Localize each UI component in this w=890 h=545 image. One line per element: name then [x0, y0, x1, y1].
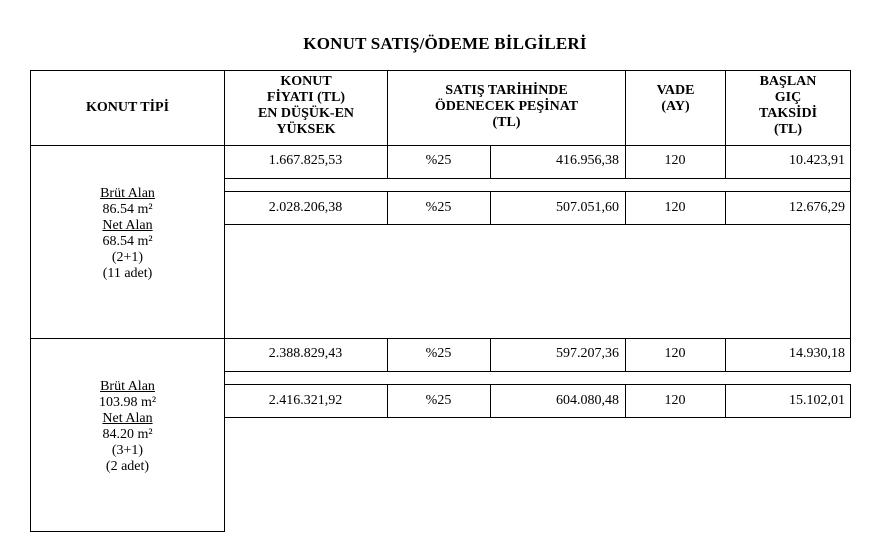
taksit-cell: 14.930,18 [789, 346, 845, 361]
fiyat-cell: 2.028.206,38 [268, 200, 343, 215]
pesinat-cell: 604.080,48 [556, 393, 619, 408]
header-fiyat-line: YÜKSEK [276, 122, 336, 137]
taksit-cell: 12.676,29 [789, 200, 845, 215]
oda-sayisi: (2+1) [111, 250, 144, 265]
net-alan-value: 84.20 m² [102, 427, 153, 442]
fiyat-cell: 2.416.321,92 [268, 393, 343, 408]
header-taksit-line: (TL) [774, 122, 802, 137]
header-vade-line: (AY) [661, 99, 690, 114]
adet: (11 adet) [102, 266, 153, 281]
brut-alan-value: 86.54 m² [102, 202, 153, 217]
header-pesinat [388, 83, 625, 131]
header-fiyat-line: EN DÜŞÜK-EN [257, 106, 355, 121]
konut-tipi-text [31, 186, 224, 282]
net-alan-label: Net Alan [102, 411, 153, 426]
page-title: KONUT SATIŞ/ÖDEME BİLGİLERİ [303, 34, 587, 53]
oran-cell: %25 [425, 393, 452, 408]
header-pesinat-line: (TL) [492, 115, 521, 130]
fiyat-cell: 1.667.825,53 [268, 153, 343, 168]
adet: (2 adet) [105, 459, 150, 474]
header-taksit-line: GIÇ [774, 90, 802, 105]
header-fiyat [225, 74, 387, 145]
header-vade-line: VADE [656, 83, 695, 98]
header-pesinat-line: ÖDENECEK PEŞİNAT [434, 99, 579, 114]
oran-cell: %25 [425, 346, 452, 361]
header-taksit-line: TAKSİDİ [758, 106, 818, 121]
header-fiyat-line: FİYATI (TL) [266, 90, 346, 105]
pesinat-cell: 416.956,38 [556, 153, 619, 168]
vade-cell: 120 [664, 393, 686, 408]
pesinat-cell: 597.207,36 [556, 346, 619, 361]
taksit-cell: 10.423,91 [789, 153, 845, 168]
net-alan-label: Net Alan [102, 218, 153, 233]
brut-alan-label: Brüt Alan [100, 186, 155, 201]
header-pesinat-line: SATIŞ TARİHİNDE [445, 83, 568, 98]
header-taksit-line: BAŞLAN [759, 74, 817, 89]
header-vade [626, 83, 725, 115]
brut-alan-label: Brüt Alan [100, 379, 155, 394]
taksit-cell: 15.102,01 [789, 393, 845, 408]
header-konut-tipi: KONUT TİPİ [85, 100, 170, 115]
header-taksit [726, 74, 850, 145]
vade-cell: 120 [664, 346, 686, 361]
oran-cell: %25 [425, 200, 452, 215]
net-alan-value: 68.54 m² [102, 234, 153, 249]
fiyat-cell: 2.388.829,43 [268, 346, 343, 361]
konut-tipi-text [31, 379, 224, 475]
pesinat-cell: 507.051,60 [556, 200, 619, 215]
header-fiyat-line: KONUT [280, 74, 332, 89]
vade-cell: 120 [664, 200, 686, 215]
oda-sayisi: (3+1) [111, 443, 144, 458]
brut-alan-value: 103.98 m² [98, 395, 157, 410]
vade-cell: 120 [664, 153, 686, 168]
oran-cell: %25 [425, 153, 452, 168]
